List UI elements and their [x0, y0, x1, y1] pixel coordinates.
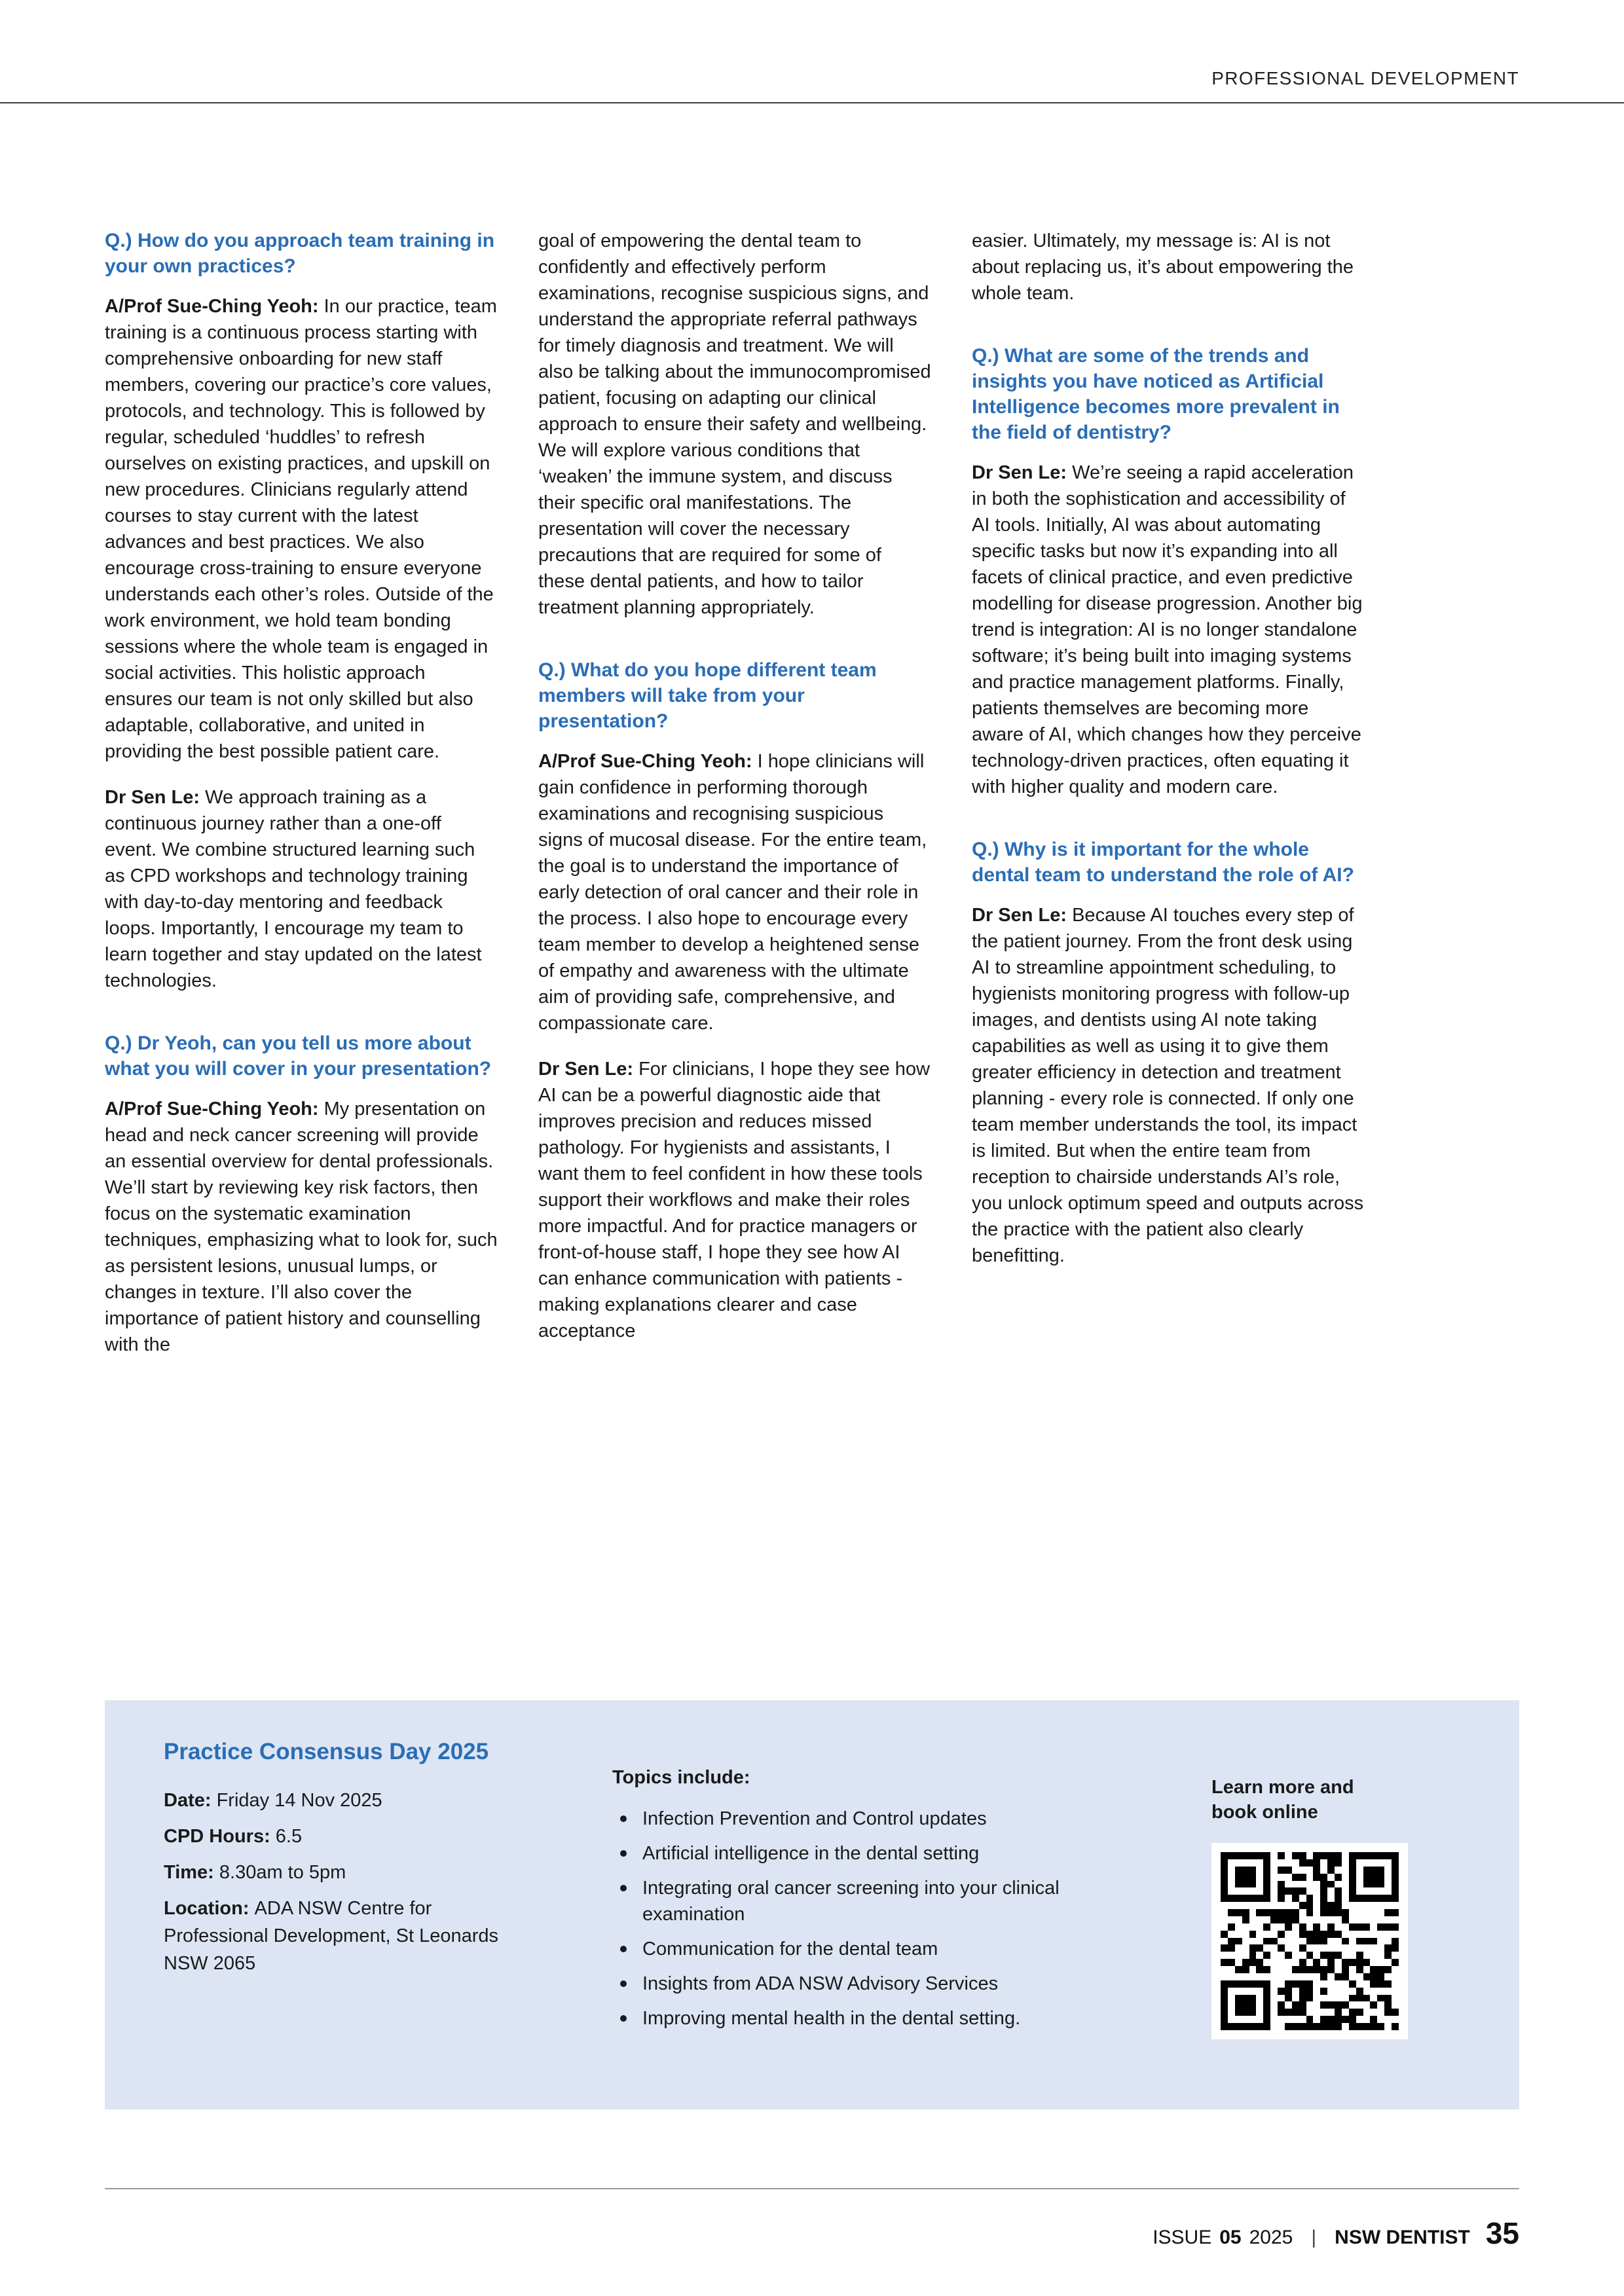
- footer-rule: [105, 2188, 1519, 2189]
- question-heading: Q.) What are some of the trends and insights you have noticed as Artificial Intelligence becomes more prevalent in the field of dentistry?: [972, 345, 1340, 443]
- detail-label: Date:: [164, 1790, 217, 1811]
- topic-item: Artificial intelligence in the dental setting: [612, 1840, 1064, 1867]
- qr-code-icon: [1211, 1843, 1408, 2039]
- question-heading: Q.) How do you approach team training in your own practices?: [105, 230, 495, 277]
- detail-value: 8.30am to 5pm: [219, 1862, 346, 1883]
- section-label: PROFESSIONAL DEVELOPMENT: [1211, 68, 1519, 88]
- article-paragraph: Dr Sen Le: We’re seeing a rapid acceleration in both the sophistication and accessibility of AI tools. Initially, AI was about automating specific tasks but now it’s expanding into all facets of clinical practice, and even predictive modelling for disease progression. Another big trend is integration: AI is no longer standalone software; it’s being built into imaging systems and practice management platforms. Finally, patients themselves are becoming more aware of AI, which changes how they perceive technology-driven practices, often equating it with higher quality and modern care.: [972, 462, 1363, 797]
- article-paragraph: easier. Ultimately, my message is: AI is not about replacing us, it’s about empowering the whole team.: [972, 230, 1354, 304]
- speaker-name: Dr Sen Le:: [105, 787, 206, 808]
- topic-item: Improving mental health in the dental setting.: [612, 2005, 1064, 2032]
- detail-label: Time:: [164, 1862, 219, 1883]
- topic-item: Communication for the dental team: [612, 1936, 1064, 1962]
- detail-label: CPD Hours:: [164, 1826, 276, 1847]
- detail-value: ADA NSW Centre for Professional Development, St Leonards NSW 2065: [164, 1898, 499, 1974]
- cta-text: Learn more and book online: [1211, 1777, 1354, 1823]
- speaker-name: Dr Sen Le:: [972, 462, 1073, 483]
- event-detail: [164, 1859, 530, 1886]
- detail-label: Location:: [164, 1898, 255, 1919]
- footer-issue-number: 05: [1219, 2227, 1242, 2248]
- topic-item: Infection Prevention and Control updates: [612, 1806, 1064, 1832]
- event-box: [105, 1700, 1519, 2109]
- article-paragraph: A/Prof Sue-Ching Yeoh: In our practice, team training is a continuous process starting with comprehensive onboarding for new staff members, covering our practice’s core values, protocols, and technology. This is followed by regular, scheduled ‘huddles’ to refresh ourselves on existing practices, and upskill on new procedures. Clinicians regularly attend courses to stay current with the latest advances and best practices. We also encourage cross-training to ensure everyone understands each other’s roles. Outside of the work environment, we hold team bonding sessions where the whole team is engaged in social activities. This holistic approach ensures our team is not only skilled but also adaptable, collaborative, and united in providing the best possible patient care.: [105, 296, 497, 762]
- event-info: [164, 1738, 573, 2071]
- article-paragraph: Dr Sen Le: We approach training as a continuous journey rather than a one-off event. We combine structured learning such as CPD workshops and technology training with day-to-day mentoring and feedback loops. Importantly, I encourage my team to learn together and stay updated on the latest technologies.: [105, 787, 482, 991]
- article-paragraph: Dr Sen Le: Because AI touches every step of the patient journey. From the front desk using AI to streamline appointment scheduling, to hygienists monitoring progress with follow-up images, and dentists using AI note taking capabilities as well as using it to give them greater efficiency in detection and treatment planning - every role is connected. If only one team member understands the tool, its impact is limited. But when the entire team from reception to chairside understands AI’s role, you unlock optimum speed and outputs across the practice with the patient also clearly benefitting.: [972, 905, 1364, 1266]
- topic-item: Integrating oral cancer screening into your clinical examination: [612, 1875, 1064, 1927]
- topics-list: [612, 1806, 1172, 2032]
- detail-value: 6.5: [275, 1826, 303, 1847]
- article-column-1: [105, 228, 498, 1377]
- speaker-name: A/Prof Sue-Ching Yeoh:: [105, 1099, 324, 1120]
- footer-issue-year: 2025: [1249, 2227, 1293, 2248]
- question-heading: Q.) Dr Yeoh, can you tell us more about what you will cover in your presentation?: [105, 1032, 492, 1080]
- event-detail: [164, 1787, 530, 1814]
- event-topics: [612, 1738, 1172, 2071]
- article-paragraph: A/Prof Sue-Ching Yeoh: I hope clinicians will gain confidence in performing thorough examinations and recognising suspicious signs of mucosal disease. For the entire team, the goal is to understand the importance of early detection of oral cancer and their role in the process. I also hope to encourage every team member to develop a heightened sense of empathy and awareness with the ultimate aim of providing safe, comprehensive, and compassionate care.: [538, 751, 927, 1034]
- footer-issue-label: ISSUE: [1153, 2227, 1212, 2248]
- speaker-name: Dr Sen Le:: [972, 905, 1073, 926]
- article-columns: [105, 228, 1365, 1377]
- footer-publication: NSW DENTIST: [1335, 2227, 1470, 2248]
- event-detail: [164, 1823, 530, 1850]
- footer-separator: |: [1311, 2227, 1317, 2248]
- topics-heading: Topics include:: [612, 1767, 750, 1788]
- speaker-name: Dr Sen Le:: [538, 1059, 639, 1080]
- page-footer: [1153, 2215, 1519, 2251]
- speaker-name: A/Prof Sue-Ching Yeoh:: [538, 751, 758, 772]
- event-title: Practice Consensus Day 2025: [164, 1739, 489, 1764]
- footer-page-number: 35: [1485, 2216, 1519, 2250]
- detail-value: Friday 14 Nov 2025: [216, 1790, 382, 1811]
- article-column-3: [972, 228, 1365, 1377]
- question-heading: Q.) Why is it important for the whole dental team to understand the role of AI?: [972, 839, 1354, 886]
- event-detail: [164, 1895, 530, 1977]
- question-heading: Q.) What do you hope different team members will take from your presentation?: [538, 659, 877, 732]
- article-paragraph: goal of empowering the dental team to confidently and effectively perform examinations, recognise suspicious signs, and understand the appropriate referral pathways for timely diagnosis and treatment. We will also be talking about the immunocompromised patient, focusing on adapting our clinical approach to ensure their safety and wellbeing. We will explore various conditions that ‘weaken’ the immune system, and discuss their specific oral manifestations. The presentation will cover the necessary precautions that are required for some of these dental patients, and how to tailor treatment planning appropriately.: [538, 230, 931, 618]
- event-cta: [1211, 1738, 1460, 2071]
- speaker-name: A/Prof Sue-Ching Yeoh:: [105, 296, 324, 317]
- event-details: [164, 1787, 530, 1977]
- topic-item: Insights from ADA NSW Advisory Services: [612, 1971, 1064, 1997]
- header-rule: [0, 102, 1624, 103]
- article-paragraph: A/Prof Sue-Ching Yeoh: My presentation on head and neck cancer screening will provide an essential overview for dental professionals. We’ll start by reviewing key risk factors, then focus on the systematic examination techniques, emphasizing what to look for, such as persistent lesions, unusual lumps, or changes in texture. I’ll also cover the importance of patient history and counselling with the: [105, 1099, 498, 1355]
- article-paragraph: Dr Sen Le: For clinicians, I hope they see how AI can be a powerful diagnostic aide that improves precision and reduces missed pathology. For hygienists and assistants, I want them to feel confident in how these tools support their workflows and make their roles more impactful. And for practice managers or front-of-house staff, I hope they see how AI can enhance communication with patients - making explanations clearer and case acceptance: [538, 1059, 930, 1341]
- article-column-2: [538, 228, 931, 1377]
